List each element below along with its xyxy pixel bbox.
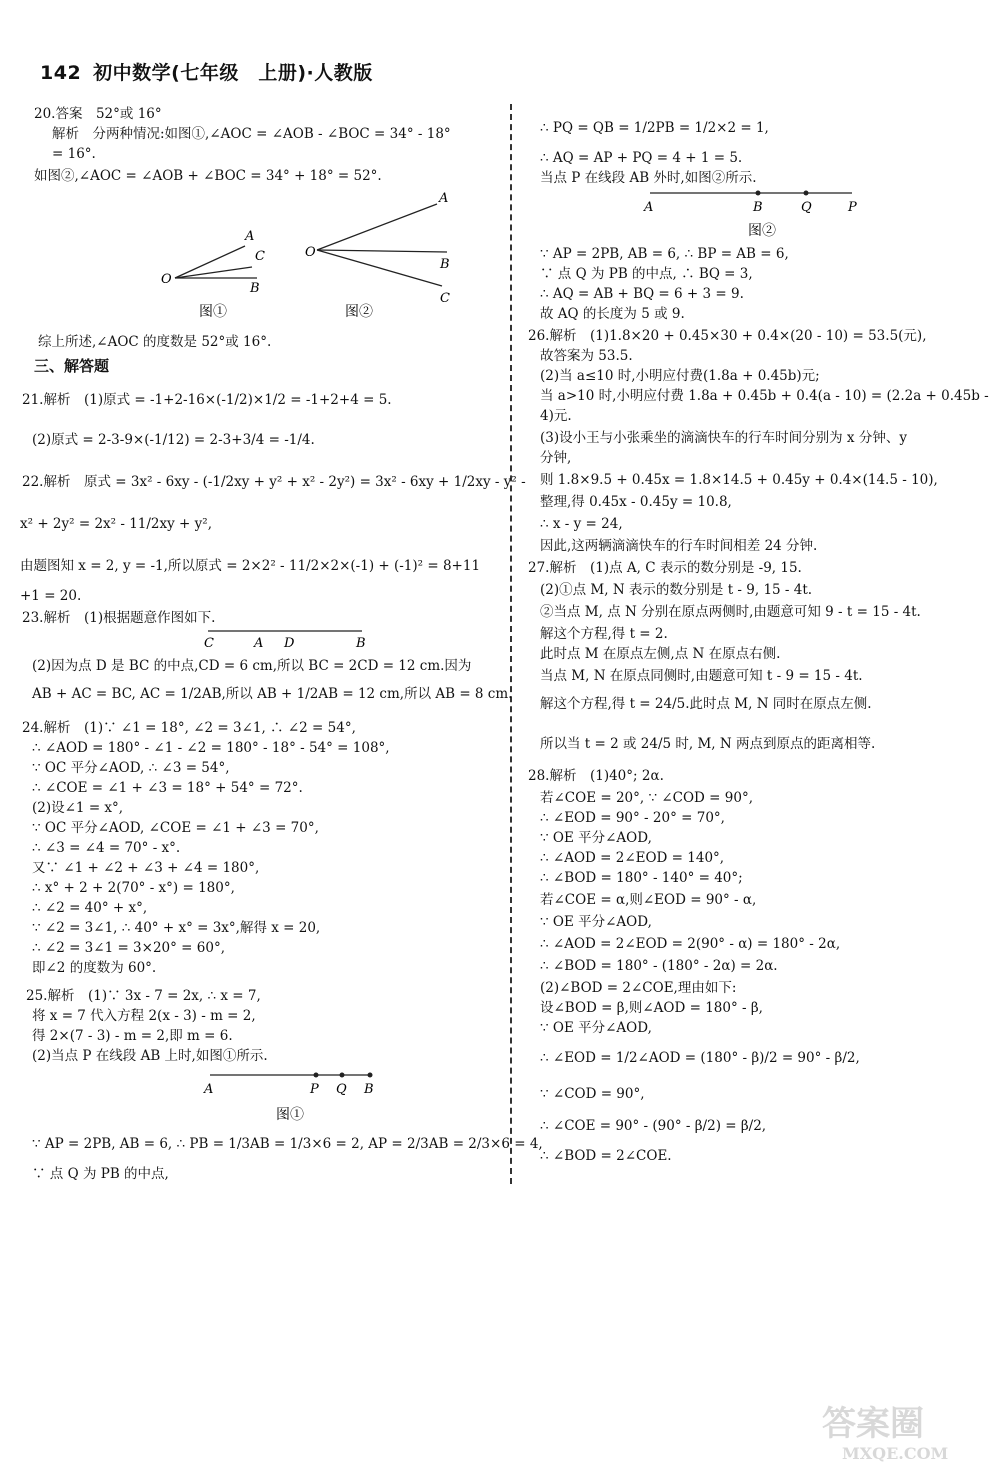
q26-line: (3)设小王与小张乘坐的滴滴快车的行车时间分别为 x 分钟、y bbox=[540, 430, 907, 446]
q28-line: ∴ ∠BOD = 180° - (180° - 2α) = 2α. bbox=[540, 958, 778, 974]
section-heading: 三、解答题 bbox=[34, 357, 110, 375]
q24-line: ∴ ∠2 = 3∠1 = 3×20° = 60°, bbox=[32, 940, 226, 956]
q24-line: 24.解析 (1)∵ ∠1 = 18°, ∠2 = 3∠1, ∴ ∠2 = 54°, bbox=[22, 720, 356, 736]
q26-line: (2)当 a≤10 时,小明应付费(1.8a + 0.45b)元; bbox=[540, 368, 820, 384]
q20-conclusion: 综上所述,∠AOC 的度数是 52°或 16°. bbox=[38, 334, 272, 350]
q28-line: ∵ OE 平分∠AOD, bbox=[540, 914, 652, 930]
dot-q bbox=[804, 191, 809, 196]
q28-line: ∴ ∠BOD = 180° - 140° = 40°; bbox=[540, 870, 743, 886]
q26-line: 故答案为 53.5. bbox=[540, 348, 633, 364]
q26-line: 4)元. bbox=[540, 408, 572, 424]
q28-line: ∵ OE 平分∠AOD, bbox=[540, 830, 652, 846]
q25-continued-line: ∴ PQ = QB = 1/2PB = 1/2×2 = 1, bbox=[540, 120, 769, 136]
q23-line: AB + AC = BC, AC = 1/2AB,所以 AB + 1/2AB = 12 cm,所以 AB = 8 cm. bbox=[32, 686, 513, 702]
q24-line: ∴ ∠2 = 40° + x°, bbox=[32, 900, 148, 916]
q20-line: 解析 分两种情况:如图①,∠AOC = ∠AOB - ∠BOC = 34° - 18° bbox=[52, 126, 451, 142]
point-p: P bbox=[310, 1082, 319, 1097]
q20-line: 如图②,∠AOC = ∠AOB + ∠BOC = 34° + 18° = 52°. bbox=[34, 168, 382, 184]
q22-line: x² + 2y² = 2x² - 11/2xy + y², bbox=[20, 516, 212, 532]
page-header bbox=[40, 58, 373, 85]
watermark-text: 答案圈 bbox=[822, 1404, 924, 1444]
figure-caption: 图① bbox=[276, 1107, 304, 1123]
q27-line: 解这个方程,得 t = 2. bbox=[540, 626, 668, 642]
dot-b bbox=[368, 1073, 373, 1078]
figure-caption: 图② bbox=[748, 223, 776, 239]
dot-p bbox=[314, 1073, 319, 1078]
point-b: B bbox=[364, 1082, 374, 1097]
q26-line: 因此,这两辆滴滴快车的行车时间相差 24 分钟. bbox=[540, 538, 818, 554]
book-title: 初中数学(七年级 上册)·人教版 bbox=[93, 62, 373, 84]
point-b: B bbox=[356, 636, 366, 651]
q28-line: 28.解析 (1)40°; 2α. bbox=[528, 768, 664, 784]
q25-line: ∵ 点 Q 为 PB 的中点, bbox=[32, 1166, 169, 1182]
q25-continued-line: ∵ AP = 2PB, AB = 6, ∴ BP = AB = 6, bbox=[540, 246, 789, 262]
q20-angle-figures bbox=[147, 188, 450, 328]
label-a: A bbox=[439, 191, 449, 206]
q21-line: 21.解析 (1)原式 = -1+2-16×(-1/2)×1/2 = -1+2+4 = 5. bbox=[22, 392, 392, 408]
q25-line: 25.解析 (1)∵ 3x - 7 = 2x, ∴ x = 7, bbox=[26, 988, 261, 1004]
q26-line: 26.解析 (1)1.8×20 + 0.45×30 + 0.4×(20 - 10) = 53.5(元), bbox=[528, 328, 927, 344]
label-c: C bbox=[440, 291, 450, 306]
q25-continued-line: ∴ AQ = AB + BQ = 6 + 3 = 9. bbox=[540, 286, 744, 302]
point-c: C bbox=[204, 636, 214, 651]
label-a: A bbox=[245, 229, 255, 244]
ray-ob bbox=[317, 250, 447, 252]
q22-line: 22.解析 原式 = 3x² - 6xy - (-1/2xy + y² + x² - 2y²) = 3x² - 6xy + 1/2xy - y² - bbox=[22, 474, 526, 490]
label-o: O bbox=[161, 272, 172, 287]
q28-line: (2)∠BOD = 2∠COE,理由如下: bbox=[540, 980, 737, 996]
q24-line: ∴ ∠COE = ∠1 + ∠3 = 18° + 54° = 72°. bbox=[32, 780, 303, 796]
q20-line: = 16°. bbox=[52, 146, 96, 162]
q22-line: 由题图知 x = 2, y = -1,所以原式 = 2×2² - 11/2×2×(-1) + (-1)² = 8+11 bbox=[20, 558, 481, 574]
q26-line: 则 1.8×9.5 + 0.45x = 1.8×14.5 + 0.45y + 0.4×(14.5 - 10), bbox=[540, 472, 938, 488]
q25-continued-line: ∴ AQ = AP + PQ = 4 + 1 = 5. bbox=[540, 150, 743, 166]
watermark-logo bbox=[812, 1395, 982, 1465]
q25-continued-line: ∵ 点 Q 为 PB 的中点, ∴ BQ = 3, bbox=[540, 266, 753, 282]
q28-line: ∴ ∠COE = 90° - (90° - β/2) = β/2, bbox=[540, 1118, 767, 1134]
q23-line: (2)因为点 D 是 BC 的中点,CD = 6 cm,所以 BC = 2CD = 12 cm.因为 bbox=[32, 658, 472, 674]
q28-line: 设∠BOD = β,则∠AOD = 180° - β, bbox=[540, 1000, 763, 1016]
q20-answer: 20.答案 52°或 16° bbox=[34, 106, 162, 122]
q28-line: ∵ ∠COD = 90°, bbox=[540, 1086, 645, 1102]
figure-1-angle bbox=[161, 229, 265, 320]
q25-figure-1 bbox=[200, 1065, 390, 1123]
q27-line: (2)①点 M, N 表示的数分别是 t - 9, 15 - 4t. bbox=[540, 582, 813, 598]
q27-line: 当点 M, N 在原点同侧时,由题意可知 t - 9 = 15 - 4t. bbox=[540, 668, 863, 684]
q28-line: ∵ OE 平分∠AOD, bbox=[540, 1020, 652, 1036]
q24-line: ∴ ∠AOD = 180° - ∠1 - ∠2 = 180° - 18° - 54° = 108°, bbox=[32, 740, 390, 756]
q23-segment-figure bbox=[200, 625, 380, 655]
q24-line: ∵ ∠2 = 3∠1, ∴ 40° + x° = 3x°,解得 x = 20, bbox=[32, 920, 321, 936]
q22-line: +1 = 20. bbox=[20, 588, 82, 604]
q25-continued-line: 故 AQ 的长度为 5 或 9. bbox=[540, 306, 685, 322]
point-a: A bbox=[204, 1082, 214, 1097]
q25-line: ∵ AP = 2PB, AB = 6, ∴ PB = 1/3AB = 1/3×6 = 2, AP = 2/3AB = 2/3×6 = 4, bbox=[32, 1136, 543, 1152]
q26-line: 整理,得 0.45x - 0.45y = 10.8, bbox=[540, 494, 732, 510]
q24-line: ∴ x° + 2 + 2(70° - x°) = 180°, bbox=[32, 880, 235, 896]
q28-line: ∴ ∠EOD = 1/2∠AOD = (180° - β)/2 = 90° - β/2, bbox=[540, 1050, 860, 1066]
q27-line: 27.解析 (1)点 A, C 表示的数分别是 -9, 15. bbox=[528, 560, 802, 576]
q27-line: 解这个方程,得 t = 24/5.此时点 M, N 同时在原点左侧. bbox=[540, 696, 872, 712]
dot-b bbox=[756, 191, 761, 196]
q28-line: ∴ ∠BOD = 2∠COE. bbox=[540, 1148, 672, 1164]
q28-line: ∴ ∠AOD = 2∠EOD = 2(90° - α) = 180° - 2α, bbox=[540, 936, 841, 952]
q25-continued-line: 当点 P 在线段 AB 外时,如图②所示. bbox=[540, 170, 757, 186]
q27-line: 此时点 M 在原点左侧,点 N 在原点右侧. bbox=[540, 646, 781, 662]
q24-line: ∵ OC 平分∠AOD, ∠COE = ∠1 + ∠3 = 70°, bbox=[32, 820, 319, 836]
point-q: Q bbox=[801, 200, 812, 215]
watermark-url: MXQE.COM bbox=[842, 1444, 949, 1463]
q24-line: ∵ OC 平分∠AOD, ∴ ∠3 = 54°, bbox=[32, 760, 230, 776]
figure-1-caption: 图① bbox=[199, 304, 227, 320]
q27-line: 所以当 t = 2 或 24/5 时, M, N 两点到原点的距离相等. bbox=[540, 736, 876, 752]
point-p: P bbox=[848, 200, 857, 215]
label-o: O bbox=[305, 245, 316, 260]
q25-line: 得 2×(7 - 3) - m = 2,即 m = 6. bbox=[32, 1028, 233, 1044]
q28-line: 若∠COE = α,则∠EOD = 90° - α, bbox=[540, 892, 757, 908]
point-b: B bbox=[753, 200, 763, 215]
q21-line: (2)原式 = 2-3-9×(-1/12) = 2-3+3/4 = -1/4. bbox=[32, 432, 315, 448]
point-a: A bbox=[254, 636, 264, 651]
q24-line: 即∠2 的度数为 60°. bbox=[32, 960, 157, 976]
q24-line: 又∵ ∠1 + ∠2 + ∠3 + ∠4 = 180°, bbox=[32, 860, 260, 876]
figure-2-caption: 图② bbox=[345, 304, 373, 320]
dot-q bbox=[340, 1073, 345, 1078]
page-number: 142 bbox=[40, 62, 82, 84]
q25-figure-2 bbox=[638, 185, 868, 243]
q26-line: ∴ x - y = 24, bbox=[540, 516, 623, 532]
point-q: Q bbox=[336, 1082, 347, 1097]
q26-line: 当 a>10 时,小明应付费 1.8a + 0.45b + 0.4(a - 10) = (2.2a + 0.45b - bbox=[540, 388, 989, 404]
column-divider bbox=[510, 104, 512, 1184]
point-a: A bbox=[644, 200, 654, 215]
q26-line: 分钟, bbox=[540, 450, 572, 466]
q27-line: ②当点 M, 点 N 分别在原点两侧时,由题意可知 9 - t = 15 - 4t. bbox=[540, 604, 921, 620]
q23-line: 23.解析 (1)根据题意作图如下. bbox=[22, 610, 216, 626]
label-b: B bbox=[250, 281, 260, 296]
q24-line: ∴ ∠3 = ∠4 = 70° - x°. bbox=[32, 840, 181, 856]
figure-2-angle bbox=[305, 191, 450, 320]
q28-line: ∴ ∠AOD = 2∠EOD = 140°, bbox=[540, 850, 725, 866]
label-b: B bbox=[440, 257, 450, 272]
q24-line: (2)设∠1 = x°, bbox=[32, 800, 124, 816]
q25-line: 将 x = 7 代入方程 2(x - 3) - m = 2, bbox=[32, 1008, 256, 1024]
ray-oc bbox=[317, 250, 442, 286]
q28-line: ∴ ∠EOD = 90° - 20° = 70°, bbox=[540, 810, 725, 826]
label-c: C bbox=[255, 249, 265, 264]
point-d: D bbox=[284, 636, 295, 651]
q25-line: (2)当点 P 在线段 AB 上时,如图①所示. bbox=[32, 1048, 268, 1064]
ray-oa bbox=[317, 204, 437, 250]
q28-line: 若∠COE = 20°, ∵ ∠COD = 90°, bbox=[540, 790, 753, 806]
